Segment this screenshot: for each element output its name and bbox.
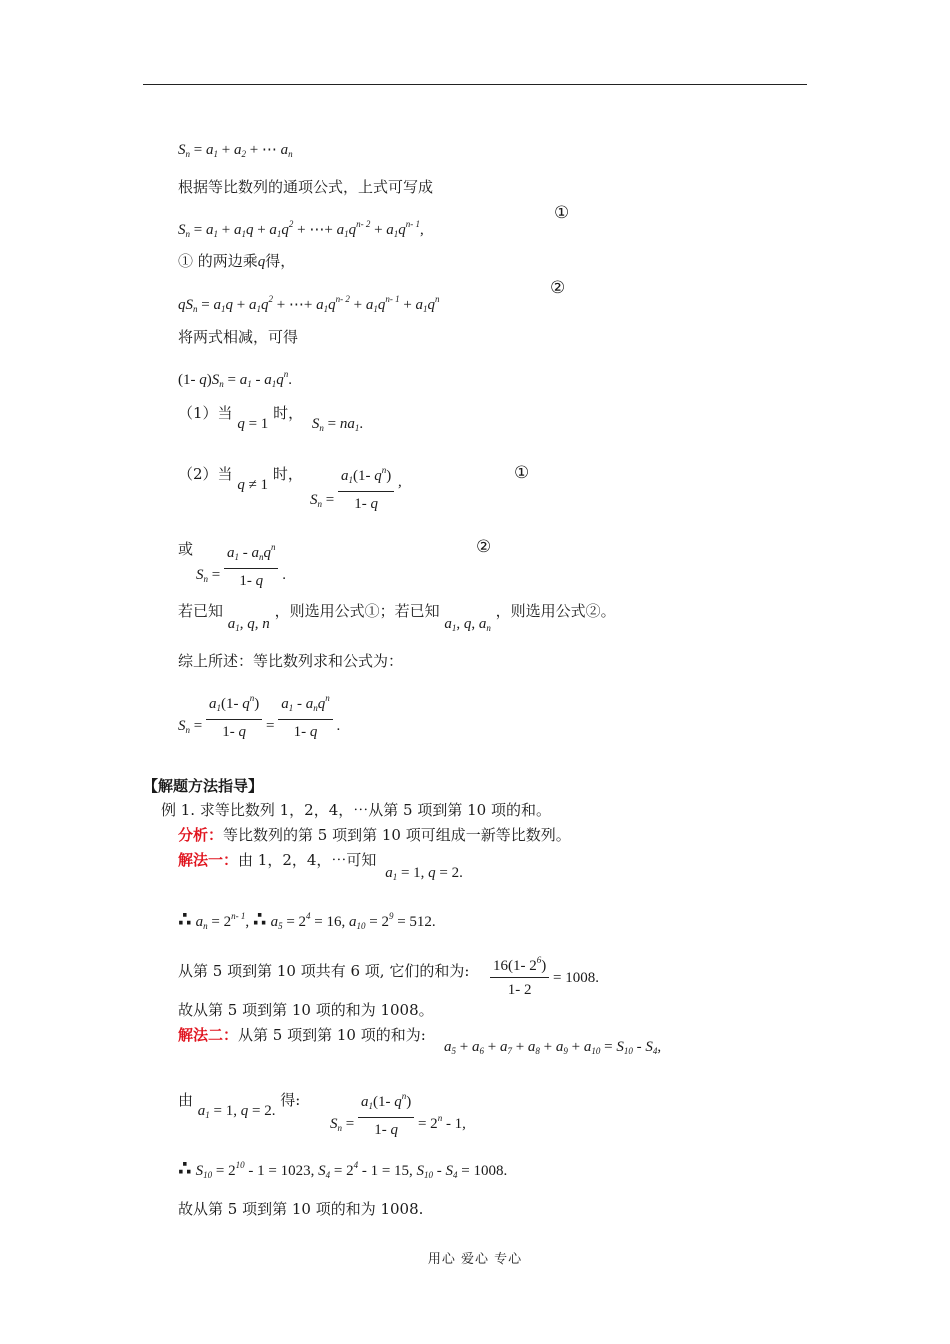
formula-summary: $S_n$ = $\frac{a_1(1- q^n)}{1- q}$ = $\frac{a_1 - a_nq^n}{1- q}$ . bbox=[178, 688, 340, 742]
count-text: 从第 5 项到第 10 项共有 6 项, 它们的和为: bbox=[178, 962, 470, 980]
formula-1: $S_n = a_1 + a_1q + a_1q^2$ + ⋯+ $a_1q^{n- 2} + a_1q^{n- 1}$, bbox=[178, 219, 424, 239]
method-1-label: 解法一： bbox=[178, 851, 239, 869]
formula-sn-sum: $S_n = a_1 + a_2$ + ⋯ $a_n$ bbox=[178, 142, 293, 159]
formula-case-2: $S_n$ = $\frac{a_1(1- q^n)}{1- q}$ , bbox=[310, 460, 402, 514]
formula-subtracted: (1- $q)S_n = a_1 - a_1q^n$. bbox=[178, 369, 292, 389]
method-2-text: 从第 5 项到第 10 项的和为: bbox=[238, 1026, 426, 1044]
formula-2: $qS_n = a_1q + a_1q^2$ + ⋯+ $a_1q^{n- 2} + a_1q^{n- 1} + a_1q^n$ bbox=[178, 294, 440, 314]
case-2-label: （2）当 bbox=[178, 465, 233, 483]
circled-one-marker-2: ① bbox=[514, 463, 530, 483]
method-1-text: 由 1，2，4，⋯可知 bbox=[238, 851, 377, 869]
method-2 bbox=[178, 1025, 426, 1045]
or-label: 或 bbox=[178, 540, 194, 558]
analysis-text: 等比数列的第 5 项到第 10 项可组成一新等比数列。 bbox=[223, 826, 571, 844]
case-1-shi: 时， bbox=[273, 404, 304, 422]
case-1-label: （1）当 bbox=[178, 404, 233, 422]
text-multiply-b: 得， bbox=[265, 252, 296, 270]
section-title: 【解题方法指导】 bbox=[143, 777, 264, 795]
footer: 用心 爱心 专心 bbox=[427, 1252, 523, 1267]
method-2-given: 由 $a_1 = 1$, q = 2. 得: bbox=[178, 1091, 301, 1120]
method-2-label: 解法二： bbox=[178, 1026, 239, 1044]
conclusion-2: 故从第 5 项到第 10 项的和为 1008. bbox=[178, 1200, 424, 1218]
analysis-label: 分析： bbox=[178, 826, 224, 844]
formula-sn-2n: $S_n$ = $\frac{a_1(1- q^n)}{1- q}$ = $2^n - 1$, bbox=[330, 1086, 466, 1140]
text-multiply-q: ① 的两边乘q得， bbox=[178, 252, 296, 270]
method-1: 解法一：由 1，2，4，⋯可知 $a_1 = 1$, q = 2. bbox=[178, 851, 463, 882]
text-choose-1: ，则选用公式①；若已知 bbox=[274, 602, 440, 620]
formula-case-2-alt: $S_n$ = $\frac{a_1 - a_nq^n}{1- q}$ . bbox=[196, 537, 286, 591]
formula-s10-s4: ∴ $S_{10} = 2^{10} - 1 = 1023$, $S_4 = 2^4 - 1 = 15$, $S_{10} - S_4 = 1008$. bbox=[178, 1156, 508, 1180]
formula-an: ∴ $a_n = 2^{n- 1}$, ∴ $a_5 = 2^4 = 16$, $a_{10} = 2^9 = 512$. bbox=[178, 907, 436, 931]
count-line bbox=[178, 961, 469, 981]
conclusion-1: 故从第 5 项到第 10 项的和为 1008。 bbox=[178, 1001, 434, 1019]
formula-sum-1: $\frac{16(1- 2^6)}{1- 2}$ = 1008. bbox=[490, 950, 599, 1000]
analysis bbox=[178, 825, 571, 845]
example-1: 例 1. 求等比数列 1，2，4，⋯从第 5 项到第 10 项的和。 bbox=[161, 801, 551, 819]
text-choose-2: ，则选用公式②。 bbox=[495, 602, 616, 620]
text-subtract: 将两式相减，可得 bbox=[178, 328, 299, 346]
text-choose-formula: 若已知 $a_1$, q, n ，则选用公式①；若已知 $a_1$, q, $a_n$ ，则选用公式②。 bbox=[178, 602, 616, 633]
circled-two-marker-2: ② bbox=[476, 537, 492, 557]
text-if-known: 若已知 bbox=[178, 602, 224, 620]
text-general-term: 根据等比数列的通项公式，上式可写成 bbox=[178, 178, 434, 196]
circled-one-marker: ① bbox=[554, 203, 570, 223]
de-label: 得: bbox=[280, 1091, 301, 1109]
case-2: （2）当 q ≠ 1 时， bbox=[178, 465, 303, 493]
circled-two-marker: ② bbox=[550, 278, 566, 298]
case-2-shi: 时， bbox=[272, 465, 303, 483]
formula-sum-terms: $a_5 + a_6 + a_7 + a_8 + a_9 + a_{10} = S_{10} - S_4$, bbox=[444, 1039, 662, 1056]
header-rule bbox=[143, 84, 807, 85]
case-1: （1）当 q = 1 时， $S_n = na_1$. bbox=[178, 404, 364, 433]
text-summary: 综上所述：等比数列求和公式为： bbox=[178, 652, 404, 670]
you-label: 由 bbox=[178, 1091, 194, 1109]
text-multiply-a: ① 的两边乘 bbox=[178, 252, 258, 270]
